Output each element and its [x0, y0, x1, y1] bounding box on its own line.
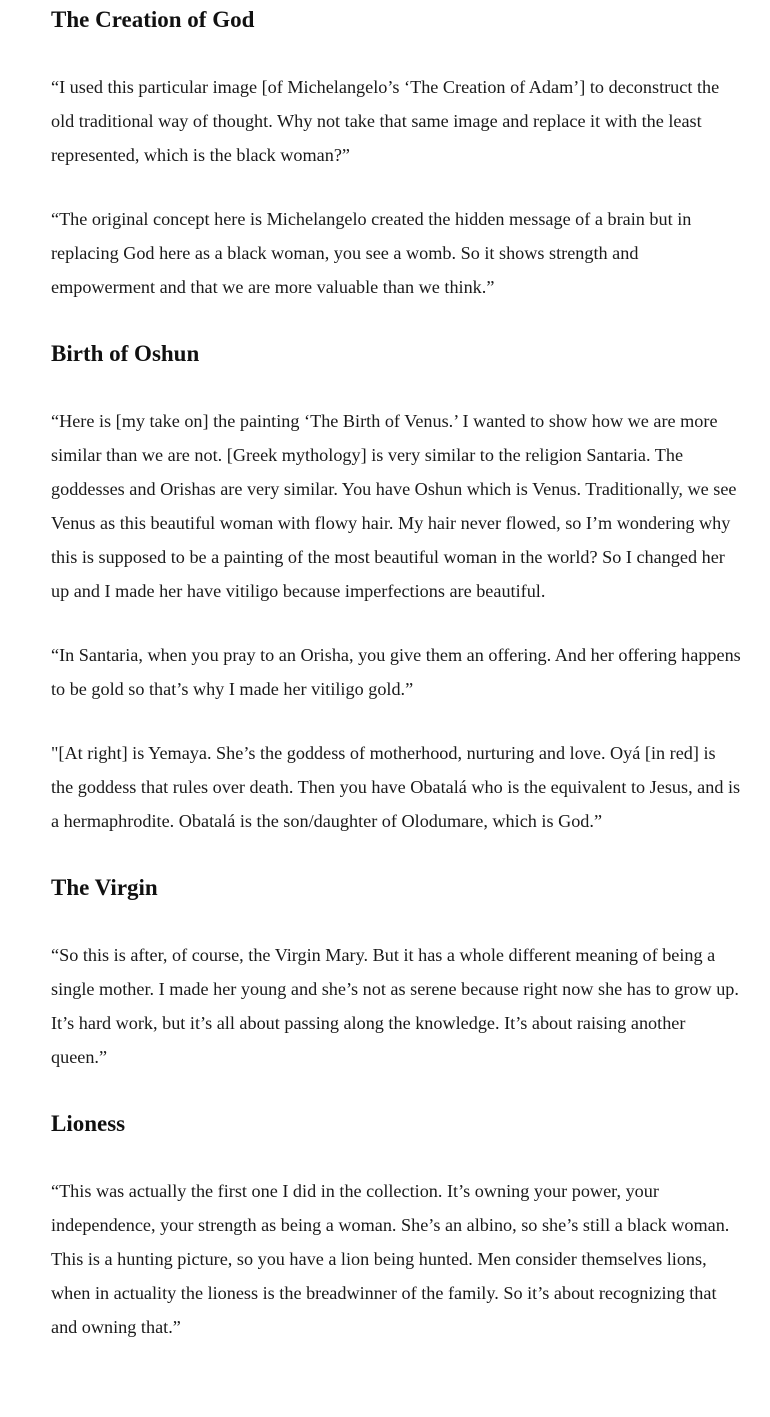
section-heading-lioness: Lioness	[51, 1111, 126, 1136]
section-heading-creation-of-god: The Creation of God	[51, 7, 255, 32]
paragraph: “This was actually the first one I did in the collection. It’s owning your power, your independence, your strength as being a woman. She’s an albino, so she’s still a black woman. This is a hunting picture, so you have a lion being hunted. Men consider themselves lions, when in actuality the lioness is the breadwinner of the family. So it’s about recognizing that and owning that.”	[51, 1181, 730, 1337]
section-heading-the-virgin: The Virgin	[51, 875, 158, 900]
paragraph: “Here is [my take on] the painting ‘The Birth of Venus.’ I wanted to show how we are more similar than we are not. [Greek mythology] is very similar to the religion Santaria. The goddesses and Orishas are very similar. You have Oshun which is Venus. Traditionally, we see Venus as this beautiful woman with flowy hair. My hair never flowed, so I’m wondering why this is supposed to be a painting of the most beautiful woman in the world? So I changed her up and I made her have vitiligo because imperfections are beautiful.	[51, 411, 737, 601]
paragraph: “In Santaria, when you pray to an Orisha, you give them an offering. And her offering happens to be gold so that’s why I made her vitiligo gold.”	[51, 645, 741, 699]
paragraph: “The original concept here is Michelangelo created the hidden message of a brain but in replacing God here as a black woman, you see a womb. So it shows strength and empowerment and that we are more valuable than we think.”	[51, 209, 692, 297]
section-heading-birth-of-oshun: Birth of Oshun	[51, 341, 200, 366]
paragraph: “So this is after, of course, the Virgin Mary. But it has a whole different meaning of being a single mother. I made her young and she’s not as serene because right now she has to grow up. It’s hard work, but it’s all about passing along the knowledge. It’s about raising another queen.”	[51, 945, 739, 1067]
paragraph: “I used this particular image [of Michelangelo’s ‘The Creation of Adam’] to deconstruct the old traditional way of thought. Why not take that same image and replace it with the least represented, which is the black woman?”	[51, 77, 720, 165]
article-body	[51, 0, 741, 1344]
paragraph: "[At right] is Yemaya. She’s the goddess of motherhood, nurturing and love. Oyá [in red] is the goddess that rules over death. Then you have Obatalá who is the equivalent to Jesus, and is a hermaphrodite. Obatalá is the son/daughter of Olodumare, which is God.”	[51, 743, 741, 831]
